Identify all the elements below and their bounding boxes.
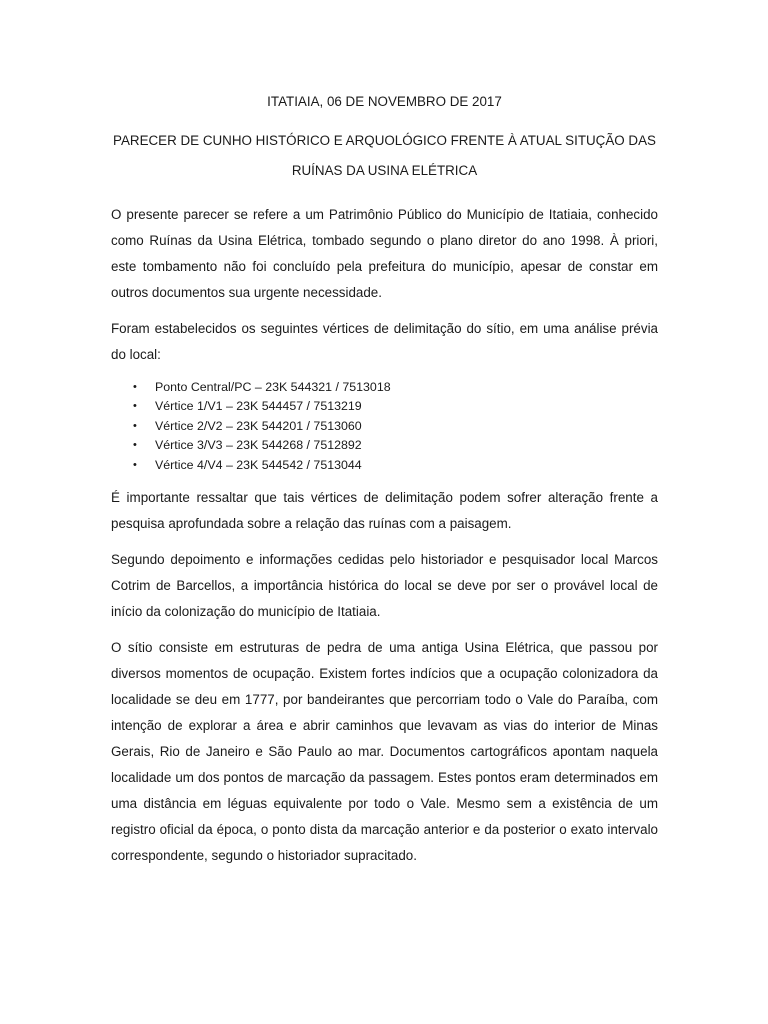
list-item (133, 417, 658, 436)
list-item-text: Vértice 3/V3 – 23K 544268 / 7512892 (155, 438, 362, 453)
paragraph-intro: O presente parecer se refere a um Patrimônio Público do Município de Itatiaia, conhecido como Ruínas da Usina Elétrica, tombado segundo o plano diretor do ano 1998. À priori, este tombamento não foi concluído pela prefeitura do município, apesar de constar em outros documentos sua urgente necessidade. (111, 207, 658, 300)
list-item (133, 456, 658, 475)
list-item (133, 436, 658, 455)
date-line: ITATIAIA, 06 DE NOVEMBRO DE 2017 (267, 94, 502, 109)
list-item-text: Vértice 2/V2 – 23K 544201 / 7513060 (155, 418, 362, 433)
list-item-text: Vértice 1/V1 – 23K 544457 / 7513219 (155, 399, 362, 414)
list-item (133, 397, 658, 416)
bullet-icon: • (133, 381, 137, 393)
bullet-icon: • (133, 419, 137, 432)
bullet-icon: • (133, 439, 137, 452)
document-title: PARECER DE CUNHO HISTÓRICO E ARQUOLÓGICO FRENTE À ATUAL SITUÇÃO DAS RUÍNAS DA USINA ELÉTRICA (113, 133, 656, 178)
paragraph-note: É importante ressaltar que tais vértices de delimitação podem sofrer alteração frente a pesquisa aprofundada sobre a relação das ruínas com a paisagem. (111, 490, 658, 532)
list-item (133, 378, 658, 397)
vertices-list (111, 378, 658, 475)
bullet-icon: • (133, 458, 137, 471)
bullet-icon: • (133, 400, 137, 413)
list-item-text: Vértice 4/V4 – 23K 544542 / 7513044 (155, 457, 362, 472)
paragraph-site-description: O sítio consiste em estruturas de pedra de uma antiga Usina Elétrica, que passou por diversos momentos de ocupação. Existem fortes indícios que a ocupação colonizadora da localidade se deu em 1777, por bandeirantes que percorriam todo o Vale do Paraíba, com intenção de explorar a área e abrir caminhos que levavam as vias do interior de Minas Gerais, Rio de Janeiro e São Paulo ao mar. Documentos cartográficos apontam naquela localidade um dos pontos de marcação da passagem. Estes pontos eram determinados em uma distância em léguas equivalente por todo o Vale. Mesmo sem a existência de um registro oficial da época, o ponto dista da marcação anterior e da posterior o exato intervalo correspondente, segundo o historiador supracitado. (111, 640, 658, 864)
list-item-text: Ponto Central/PC – 23K 544321 / 7513018 (155, 380, 391, 394)
paragraph-vertices-intro: Foram estabelecidos os seguintes vértices de delimitação do sítio, em uma análise prévia do local: (111, 321, 658, 362)
paragraph-testimony: Segundo depoimento e informações cedidas pelo historiador e pesquisador local Marcos Cotrim de Barcellos, a importância histórica do local se deve por ser o provável local de início da colonização do município de Itatiaia. (111, 552, 658, 620)
